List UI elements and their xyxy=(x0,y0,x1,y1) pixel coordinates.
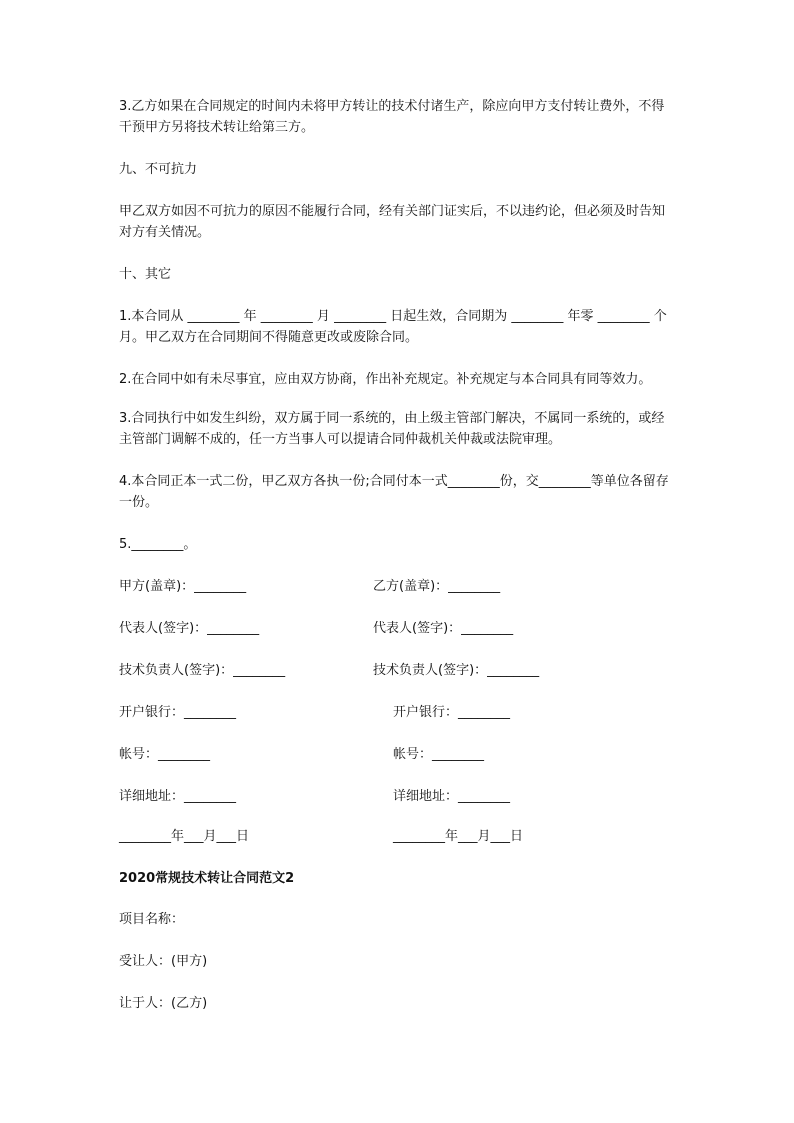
party-b-representative: 代表人(签字)：________ xyxy=(373,621,514,636)
section-9-title: 九、不可抗力 xyxy=(119,162,198,177)
clause-10-1: 1.本合同从 ________ 年 ________ 月 ________ 日起生效，合同期为 ________ 年零 ________ 个月。甲乙双方在合同期间不得随意更改或废除合同。 xyxy=(119,309,667,345)
party-a-address: 详细地址：________ xyxy=(119,789,237,804)
party-b-date: ________年___月___日 xyxy=(393,829,524,844)
clause-10-4: 4.本合同正本一式二份，甲乙双方各执一份;合同付本一式________份，交________等单位各留存一份。 xyxy=(119,474,669,510)
party-a-representative: 代表人(签字)：________ xyxy=(119,621,260,636)
party-a-bank: 开户银行：________ xyxy=(119,705,237,720)
party-b-address: 详细地址：________ xyxy=(393,789,511,804)
party-b-seal: 乙方(盖章)：________ xyxy=(373,579,501,594)
clause-10-2: 2.在合同中如有未尽事宜，应由双方协商，作出补充规定。补充规定与本合同具有同等效力。 xyxy=(119,372,652,387)
party-b-bank: 开户银行：________ xyxy=(393,705,511,720)
party-a-tech-lead: 技术负责人(签字)：________ xyxy=(119,663,286,678)
party-a-account: 帐号：________ xyxy=(119,747,211,762)
assignor-label: 让于人：(乙方) xyxy=(119,996,208,1011)
project-name-label: 项目名称： xyxy=(119,912,185,927)
party-a-date: ________年___月___日 xyxy=(119,829,250,844)
party-b-account: 帐号：________ xyxy=(393,747,485,762)
assignee-label: 受让人：(甲方) xyxy=(119,954,208,969)
clause-10-5: 5.________。 xyxy=(119,537,197,552)
clause-8-3: 3.乙方如果在合同规定的时间内未将甲方转让的技术付诸生产，除应向甲方支付转让费外，不得干预甲方另将技术转让给第三方。 xyxy=(119,99,665,135)
party-b-tech-lead: 技术负责人(签字)：________ xyxy=(373,663,540,678)
clause-10-3: 3.合同执行中如发生纠纷，双方属于同一系统的，由上级主管部门解决，不属同一系统的，或经主管部门调解不成的，任一方当事人可以提请合同仲裁机关仲裁或法院审理。 xyxy=(119,411,665,447)
section-9-body: 甲乙双方如因不可抗力的原因不能履行合同，经有关部门证实后，不以违约论，但必须及时告知对方有关情况。 xyxy=(119,204,666,240)
next-contract-heading: 2020常规技术转让合同范文2 xyxy=(119,871,295,886)
section-10-title: 十、其它 xyxy=(119,267,172,282)
party-a-seal: 甲方(盖章)：________ xyxy=(119,579,247,594)
